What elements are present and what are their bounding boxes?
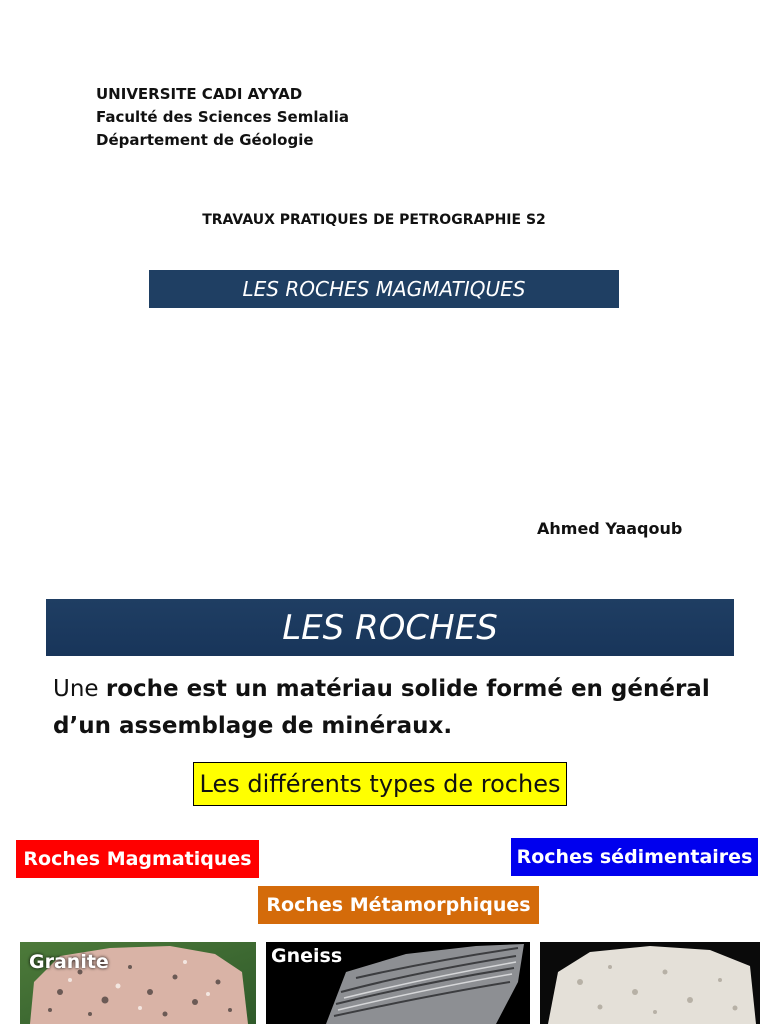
sedimentary-photo [540,942,760,1024]
rock-types-heading [193,762,567,806]
section-banner-text: LES ROCHES [282,607,498,648]
granite-label: Granite [29,951,109,973]
tag-metamorphic-rocks [258,886,539,924]
rock-types-heading-text: Les différents types de roches [199,770,561,798]
subtitle-banner-text: LES ROCHES MAGMATIQUES [242,277,526,301]
tag-magmatic-label: Roches Magmatiques [23,848,252,870]
faculty-name: Faculté des Sciences Semlalia [96,108,350,126]
tag-sedimentary-label: Roches sédimentaires [516,846,753,868]
tag-metamorphic-label: Roches Métamorphiques [266,894,531,916]
gneiss-label: Gneiss [271,945,343,967]
course-title: TRAVAUX PRATIQUES DE PETROGRAPHIE S2 [202,212,546,228]
tag-magmatic-rocks [16,840,259,878]
tag-sedimentary-rocks [511,838,758,876]
author-name: Ahmed Yaaqoub [537,519,683,538]
section-banner [46,599,734,656]
subtitle-banner [149,270,619,308]
department-name: Département de Géologie [96,131,314,149]
granite-photo [20,942,256,1024]
university-header [96,83,349,152]
definition-prefix: Une [53,676,106,702]
definition-bold: roche est un matériau solide formé en général d’un assemblage de minéraux. [53,676,710,739]
sedimentary-image [540,942,760,1024]
rock-definition [53,671,743,745]
gneiss-photo [266,942,530,1024]
university-name: UNIVERSITE CADI AYYAD [96,85,303,103]
